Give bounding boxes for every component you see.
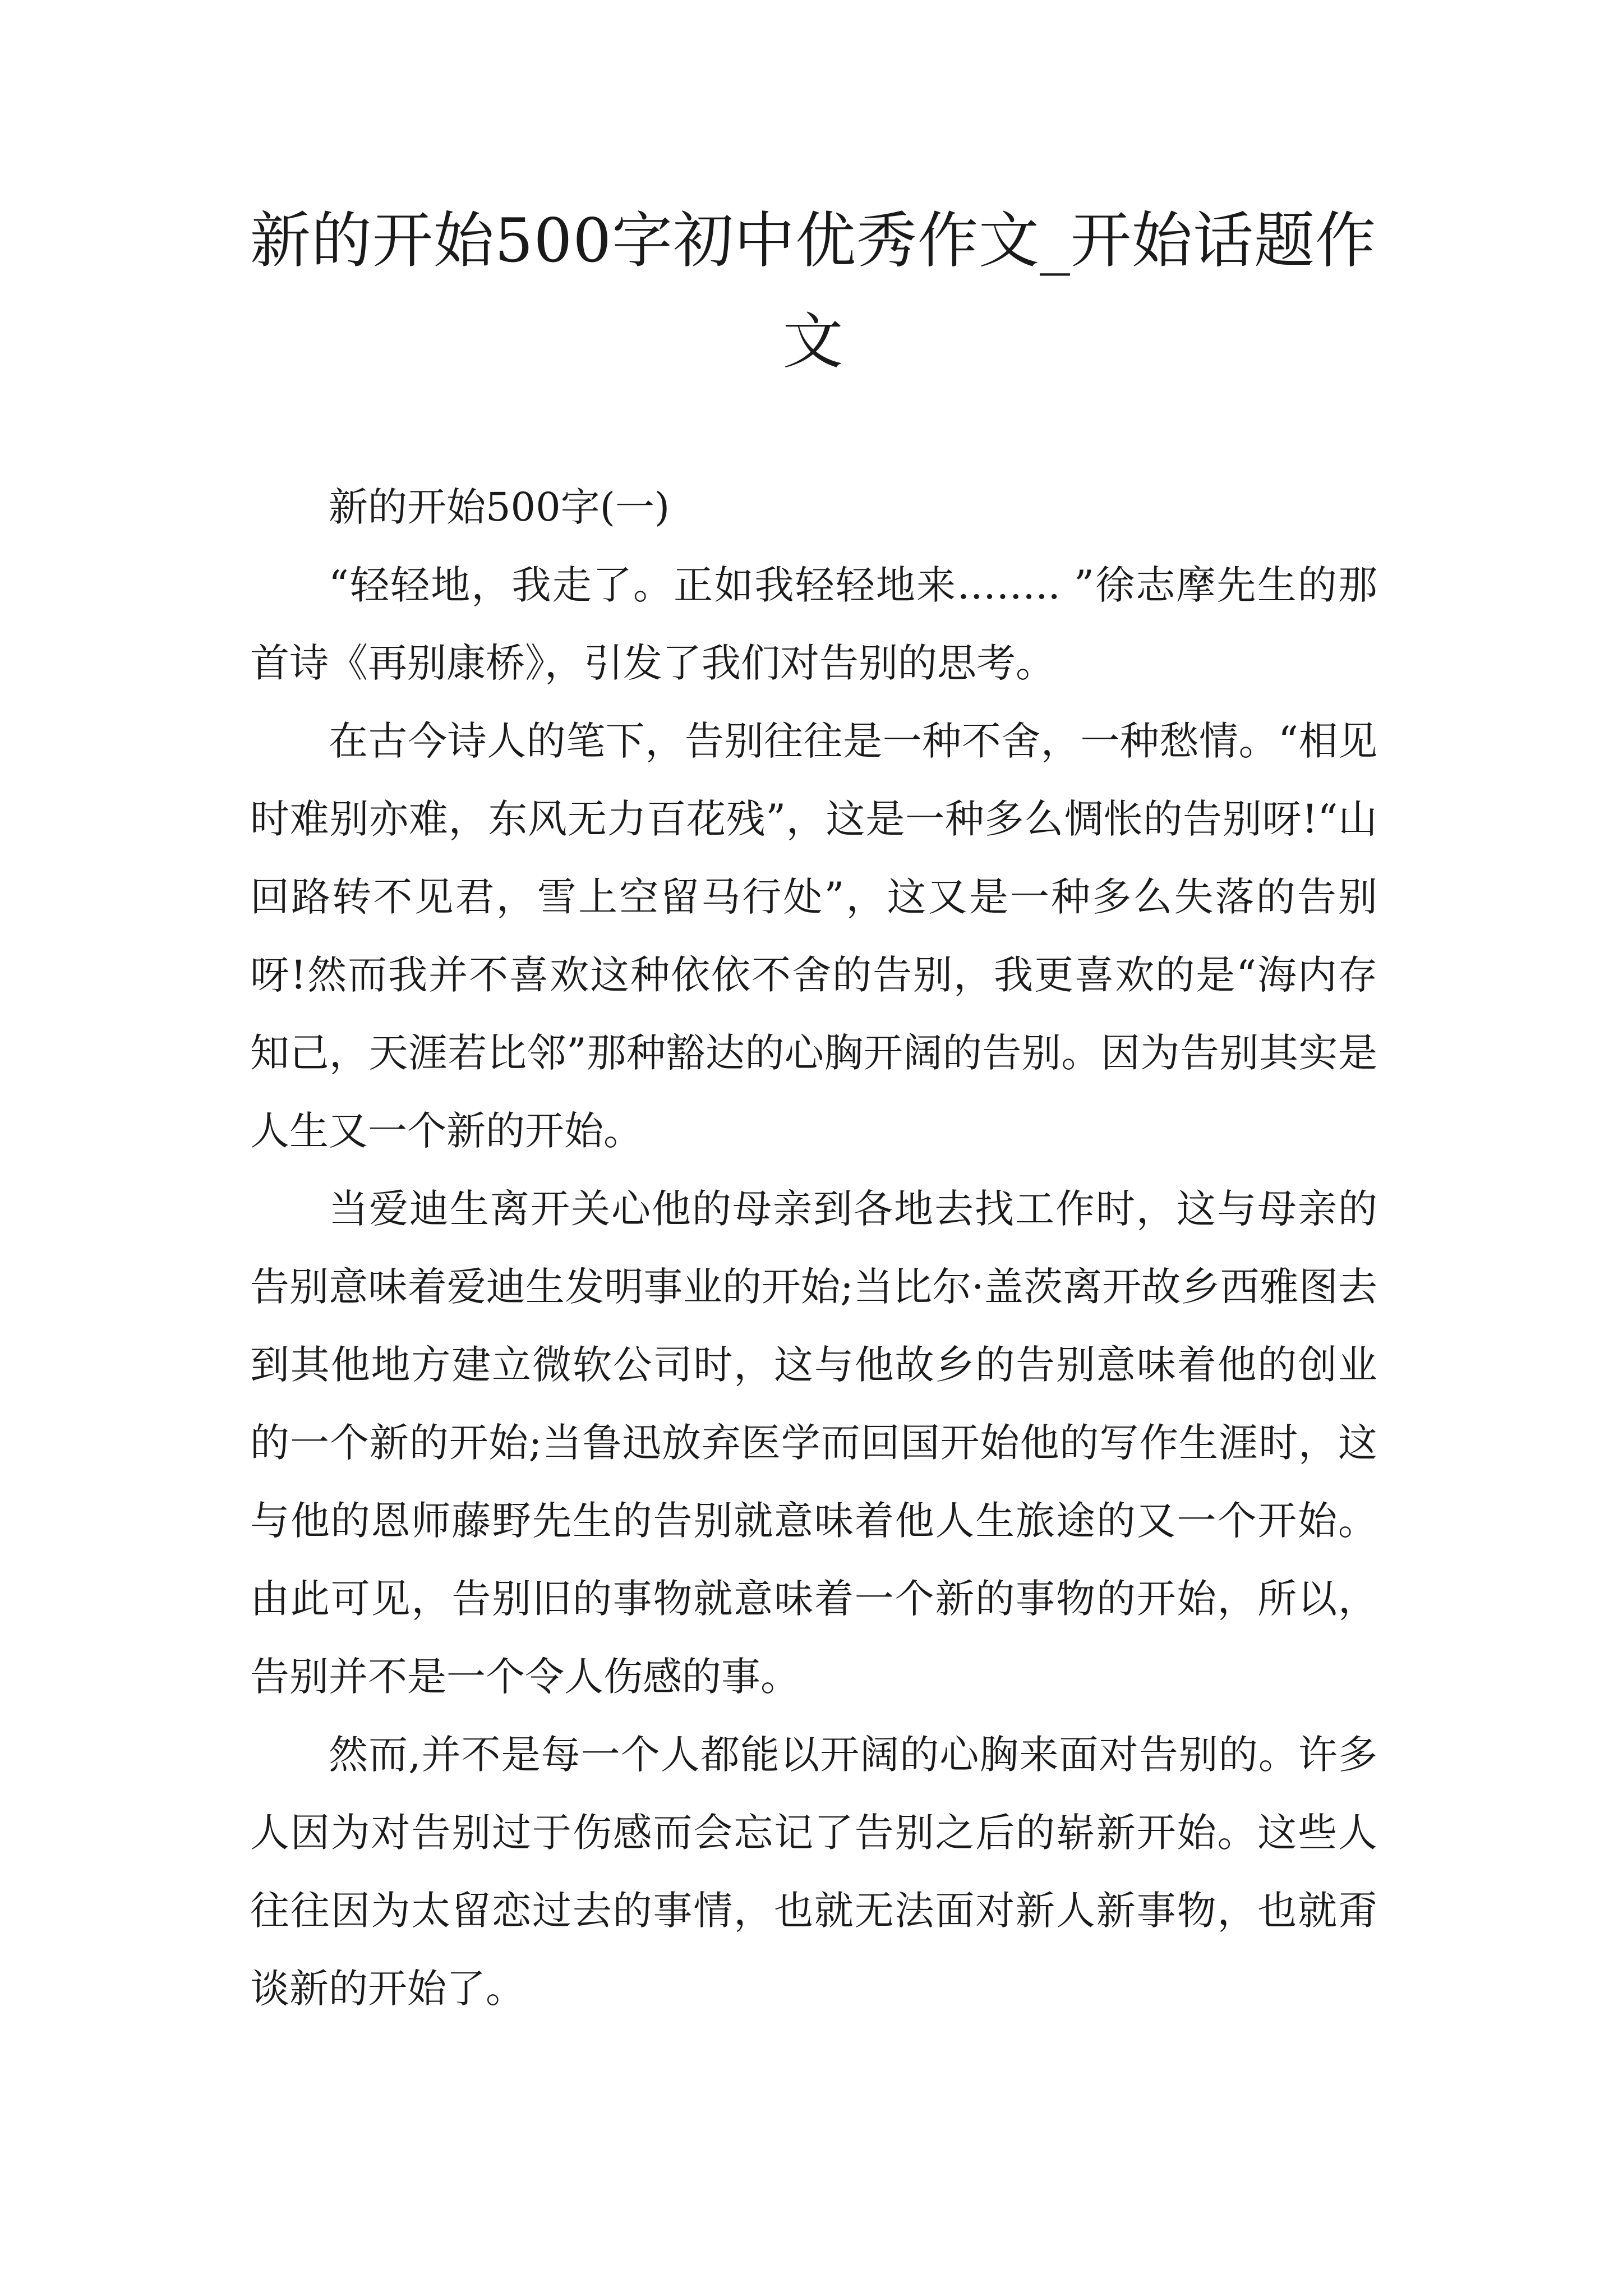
document-body: [250, 468, 1377, 2028]
section-heading: 新的开始500字(一): [329, 484, 670, 530]
paragraph-3: 当爱迪生离开关心他的母亲到各地去找工作时，这与母亲的告别意味着爱迪生发明事业的开始;当比尔·盖茨离开故乡西雅图去到其他地方建立微软公司时，这与他故乡的告别意味着他的创业的一个新的开始;当鲁迅放弃医学而回国开始他的写作生涯时，这与他的恩师藤野先生的告别就意味着他人生旅途的又一个开始。由此可见，告别旧的事物就意味着一个新的事物的开始，所以，告别并不是一个令人伤感的事。: [250, 1186, 1377, 1700]
paragraph-2: 在古今诗人的笔下，告别往往是一种不舍，一种愁情。“相见时难别亦难，东风无力百花残”，这是一种多么惆怅的告别呀!“山回路转不见君，雪上空留马行处”，这又是一种多么失落的告别呀!然而我并不喜欢这种依依不舍的告别，我更喜欢的是“海内存知己，天涯若比邻”那种豁达的心胸开阔的告别。因为告别其实是人生又一个新的开始。: [250, 718, 1377, 1154]
document-title: 新的开始500字初中优秀作文_开始话题作文: [250, 206, 1377, 377]
paragraph-4: 然而,并不是每一个人都能以开阔的心胸来面对告别的。许多人因为对告别过于伤感而会忘记了告别之后的崭新开始。这些人往往因为太留恋过去的事情，也就无法面对新人新事物，也就甭谈新的开始了。: [250, 1732, 1377, 2012]
paragraph-1: “轻轻地，我走了。正如我轻轻地来…….. ”徐志摩先生的那首诗《再别康桥》，引发了我们对告别的思考。: [250, 562, 1377, 686]
